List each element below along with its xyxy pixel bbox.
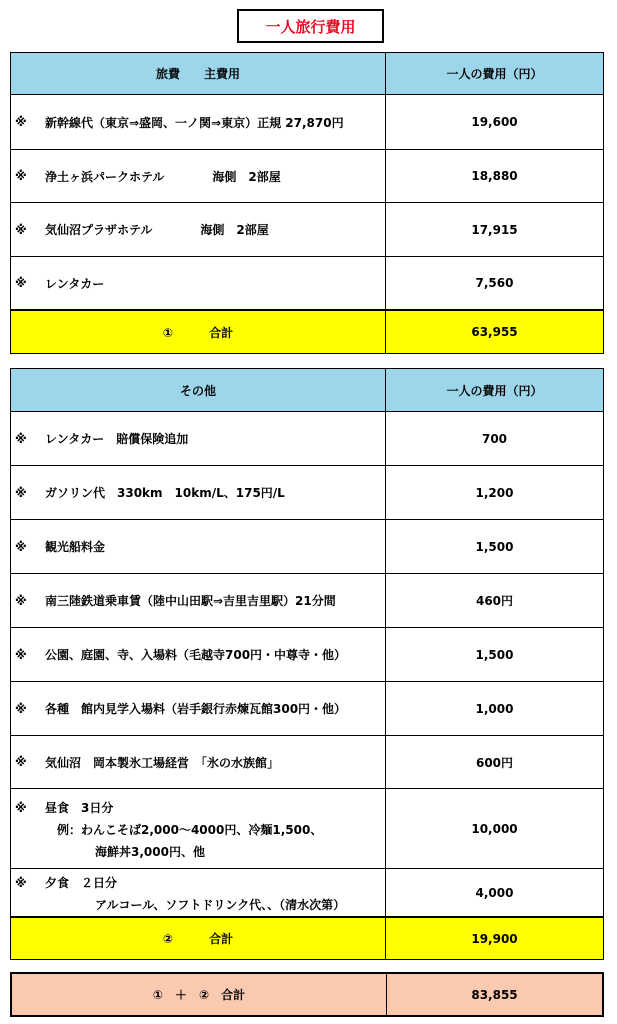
row-value: 700: [481, 431, 508, 446]
note-mark: ※: [15, 276, 27, 290]
row-value: 1,500: [475, 539, 514, 554]
grand-total-value: 83,855: [471, 987, 518, 1002]
note-mark: ※: [15, 800, 27, 815]
table-header: [11, 53, 603, 95]
note-mark: ※: [15, 431, 27, 446]
table-row-dinner: [11, 869, 603, 917]
row-value: 600円: [475, 755, 514, 770]
table-header: [11, 369, 603, 412]
row-label: ガソリン代 330km 10km/L、175円/L: [45, 486, 285, 500]
row-label: 新幹線代（東京⇒盛岡、一ノ関⇒東京）正規 27,870円: [45, 115, 344, 130]
row-label: レンタカー: [45, 276, 105, 291]
row-value: 460円: [475, 594, 514, 608]
table-row: [11, 736, 603, 789]
row-value: 19,600: [471, 115, 518, 129]
table-row: [11, 203, 603, 257]
row-label: レンタカー 賠償保険追加: [45, 432, 189, 446]
table-row: [11, 466, 603, 520]
row-label: 各種 館内見学入場料（岩手銀行赤煉瓦館300円・他）: [45, 702, 347, 716]
lunch-line-2: 例：わんこそば2,000～4000円、冷麺1,500、: [57, 822, 323, 837]
subtotal-label: ① 合計: [11, 311, 386, 353]
subtotal-row: [11, 917, 603, 959]
row-label: 観光船料金: [45, 540, 106, 554]
row-label: 南三陸鉄道乗車賃（陸中山田駅⇒吉里吉里駅）21分間: [45, 594, 336, 608]
row-value: 1,000: [475, 701, 514, 716]
subtotal-value: 19,900: [471, 931, 518, 946]
table-row: [11, 150, 603, 203]
header-left: 旅費 主費用: [11, 53, 386, 94]
note-mark: ※: [15, 701, 27, 716]
subtotal-value: 63,955: [471, 325, 518, 339]
row-label: 公園、庭園、寺、入場料（毛越寺700円・中尊寺・他）: [45, 648, 347, 662]
table-row: [11, 257, 603, 310]
subtotal-label: ② 合計: [11, 918, 386, 959]
grand-total-label: ① ＋ ② 合計: [12, 974, 387, 1015]
page-title: 一人旅行費用: [237, 9, 384, 43]
row-label: 気仙沼 岡本製氷工場経営 「氷の水族館」: [45, 755, 280, 770]
row-value: 4,000: [475, 885, 514, 900]
table-row: [11, 412, 603, 466]
row-value: 18,880: [471, 169, 518, 183]
header-left: その他: [11, 369, 386, 411]
row-value: 7,560: [475, 276, 514, 290]
note-mark: ※: [15, 115, 27, 129]
note-mark: ※: [15, 169, 27, 183]
table-row: [11, 520, 603, 574]
row-value: 10,000: [471, 821, 518, 836]
note-mark: ※: [15, 875, 27, 890]
grand-total-row: [10, 972, 604, 1017]
other-cost-table: [10, 368, 604, 960]
row-label: 浄土ヶ浜パークホテル 海側 2部屋: [45, 169, 281, 184]
subtotal-row: [11, 310, 603, 353]
table-row-lunch: [11, 789, 603, 869]
note-mark: ※: [15, 539, 27, 554]
table-row: [11, 682, 603, 736]
note-mark: ※: [15, 593, 27, 608]
dinner-line-2: アルコール、ソフトドリンク代、、（清水次第）: [95, 897, 346, 912]
row-value: 1,200: [475, 485, 514, 500]
row-label: 気仙沼プラザホテル 海側 2部屋: [45, 223, 269, 237]
row-value: 1,500: [475, 647, 514, 662]
table-row: [11, 628, 603, 682]
header-right: 一人の費用（円）: [446, 67, 543, 81]
lunch-line-3: 海鮮丼3,000円、他: [95, 844, 205, 859]
table-row: [11, 574, 603, 628]
note-mark: ※: [15, 485, 27, 500]
dinner-line-1: 夕食 ２日分: [45, 875, 118, 890]
note-mark: ※: [15, 755, 27, 769]
note-mark: ※: [15, 222, 27, 237]
header-right: 一人の費用（円）: [446, 383, 543, 398]
row-value: 17,915: [471, 222, 518, 237]
note-mark: ※: [15, 647, 27, 662]
lunch-line-1: 昼食 3日分: [45, 800, 114, 815]
table-row: [11, 95, 603, 150]
main-cost-table: [10, 52, 604, 354]
